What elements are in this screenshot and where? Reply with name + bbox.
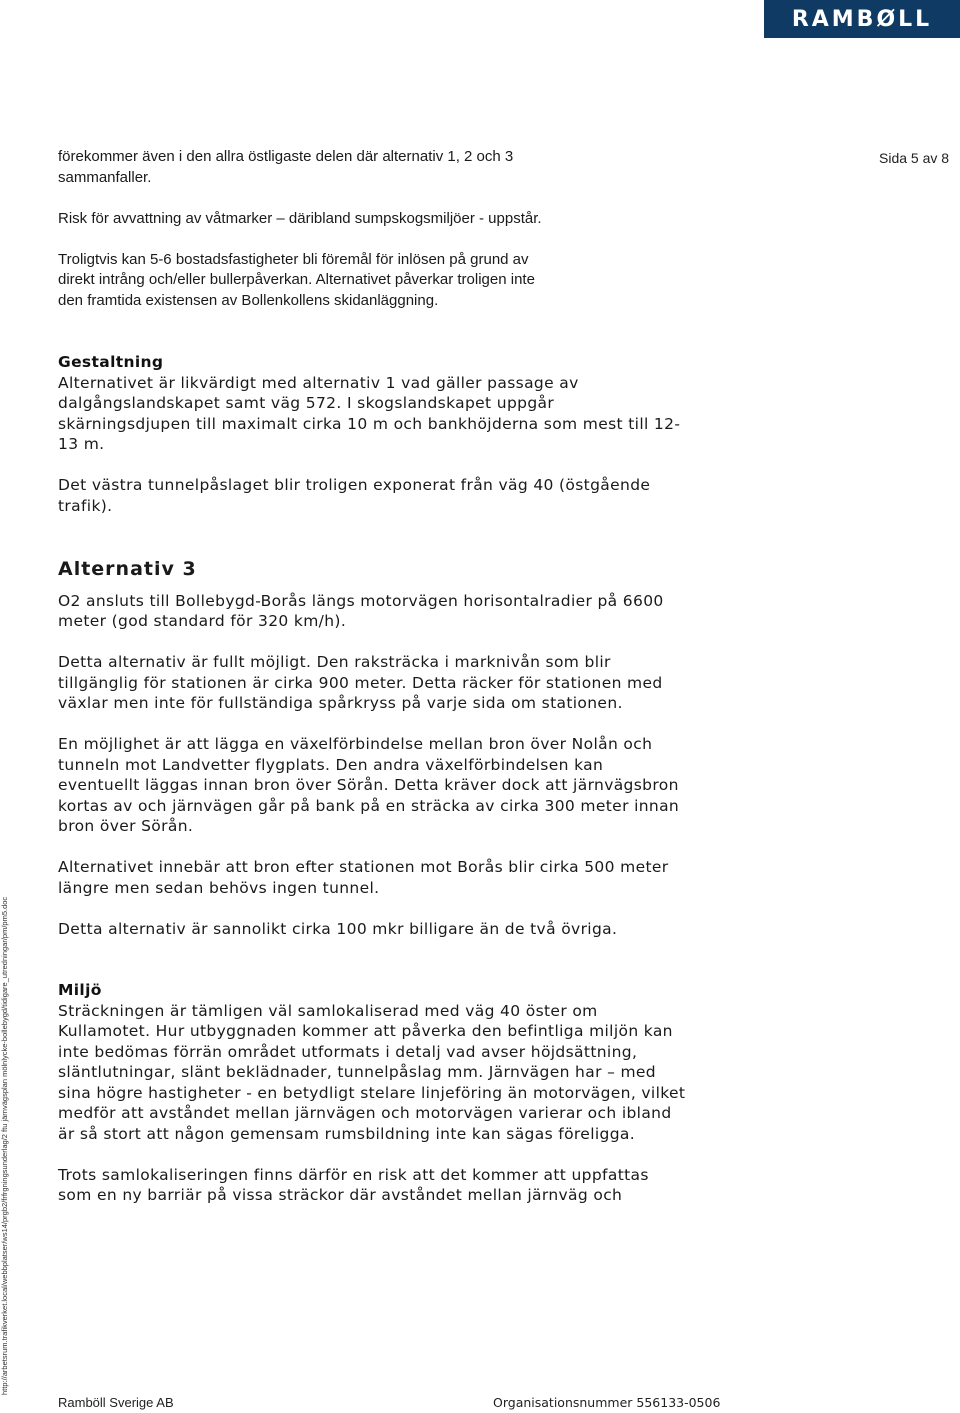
text-line: En möjlighet är att lägga en växelförbindelse mellan bron över Nolån och — [58, 735, 653, 753]
text-line: tillgänglig för stationen är cirka 900 meter. Detta räcker för stationen med — [58, 673, 663, 692]
paragraph-alt3-5 — [58, 919, 738, 940]
paragraph-1 — [58, 147, 738, 188]
text-line: Detta alternativ är fullt möjligt. Den raksträcka i marknivån som blir — [58, 653, 611, 671]
paragraph-miljo-2 — [58, 1165, 738, 1206]
paragraph-3 — [58, 250, 738, 312]
text-line: den framtida existensen av Bollenkollens skidanläggning. — [58, 291, 439, 309]
text-line: skärningsdjupen till maximalt cirka 10 m och bankhöjderna som mest till 12- — [58, 414, 681, 433]
text-line: meter (god standard för 320 km/h). — [58, 612, 347, 630]
paragraph-alt3-2 — [58, 652, 738, 714]
footer-company: Ramböll Sverige AB — [58, 1395, 174, 1410]
text-line: som en ny barriär på vissa sträckor där avståndet mellan järnväg och — [58, 1186, 623, 1204]
text-line: längre men sedan behövs ingen tunnel. — [58, 878, 380, 897]
section-heading-miljo: Miljö — [58, 981, 102, 999]
text-line: trafik). — [58, 496, 113, 515]
text-line: bron över Sörån. — [58, 817, 194, 835]
text-line: dalgångslandskapet samt väg 572. I skogslandskapet uppgår — [58, 394, 555, 412]
document-body — [58, 147, 738, 1226]
text-line: direkt intrång och/eller bullerpåverkan. Alternativet påverkar troligen inte — [58, 271, 535, 288]
page-number: Sida 5 av 8 — [879, 150, 950, 166]
text-line: Alternativet innebär att bron efter stationen mot Borås blir cirka 500 meter — [58, 858, 669, 876]
document-path: http://arbetsrum.trafikverket.local/webbplatser/ws14/prgb2/frfrgningsunderlag/2 ftu järnvägsplan mölnlycke-bollebygd/tidigare_utredningar/pm/pm5.doc — [0, 896, 9, 1395]
text-line: kortas av och järnvägen går på bank på en sträcka av cirka 300 meter innan — [58, 796, 680, 815]
text-line: Alternativet är likvärdigt med alternativ 1 vad gäller passage av — [58, 373, 579, 392]
text-line: tunneln mot Landvetter flygplats. Den andra växelförbindelsen kan — [58, 755, 604, 774]
paragraph-alt3-3 — [58, 734, 738, 837]
paragraph-gestaltning-2 — [58, 475, 738, 516]
section-heading-gestaltning: Gestaltning — [58, 353, 164, 371]
ramboll-logo: RAMBØLL — [764, 0, 960, 38]
text-line: förekommer även i den allra östligaste delen där alternativ 1, 2 och 3 — [58, 148, 514, 165]
text-line: O2 ansluts till Bollebygd-Borås längs motorvägen horisontalradier på 6600 — [58, 591, 664, 610]
text-line: sammanfaller. — [58, 168, 152, 186]
text-line: inte bedömas förrän området utformats i detalj vad avser höjdsättning, — [58, 1042, 638, 1061]
text-line: växlar men inte för fullständiga spårkryss på varje sida om stationen. — [58, 694, 623, 712]
paragraph-2 — [58, 209, 738, 230]
text-line: Trots samlokaliseringen finns därför en risk att det kommer att uppfattas — [58, 1165, 649, 1184]
text-line: Troligtvis kan 5-6 bostadsfastigheter bli föremål för inlösen på grund av — [58, 250, 529, 268]
text-line: 13 m. — [58, 435, 105, 453]
text-line: medför att avståndet mellan järnvägen och motorvägen varierar och ibland — [58, 1104, 672, 1122]
text-line: Detta alternativ är sannolikt cirka 100 mkr billigare än de två övriga. — [58, 919, 618, 938]
text-line: sina högre hastigheter - en betydligt stelare linjeföring än motorvägen, vilket — [58, 1083, 686, 1102]
text-line: Sträckningen är tämligen väl samlokaliserad med väg 40 öster om — [58, 1001, 598, 1020]
footer-org-number: Organisationsnummer 556133-0506 — [493, 1395, 721, 1410]
text-line: släntlutningar, slänt beklädnader, tunnelpåslag mm. Järnvägen har – med — [58, 1063, 656, 1081]
section-heading-alternativ-3: Alternativ 3 — [58, 558, 197, 580]
text-line: är så stort att någon gemensam rumsbildning inte kan sägas föreligga. — [58, 1124, 636, 1143]
text-line: eventuellt läggas innan bron över Sörån. Detta kräver dock att järnvägsbron — [58, 776, 679, 794]
text-line: Det västra tunnelpåslaget blir troligen exponerat från väg 40 (östgående — [58, 476, 651, 494]
paragraph-alt3-4 — [58, 857, 738, 898]
paragraph-alt3-1 — [58, 591, 738, 632]
section-gestaltning — [58, 352, 738, 455]
text-line: Risk för avvattning av våtmarker – däribland sumpskogsmiljöer - uppstår. — [58, 209, 542, 227]
section-miljo — [58, 980, 738, 1144]
text-line: Kullamotet. Hur utbyggnaden kommer att påverka den befintliga miljön kan — [58, 1022, 673, 1040]
